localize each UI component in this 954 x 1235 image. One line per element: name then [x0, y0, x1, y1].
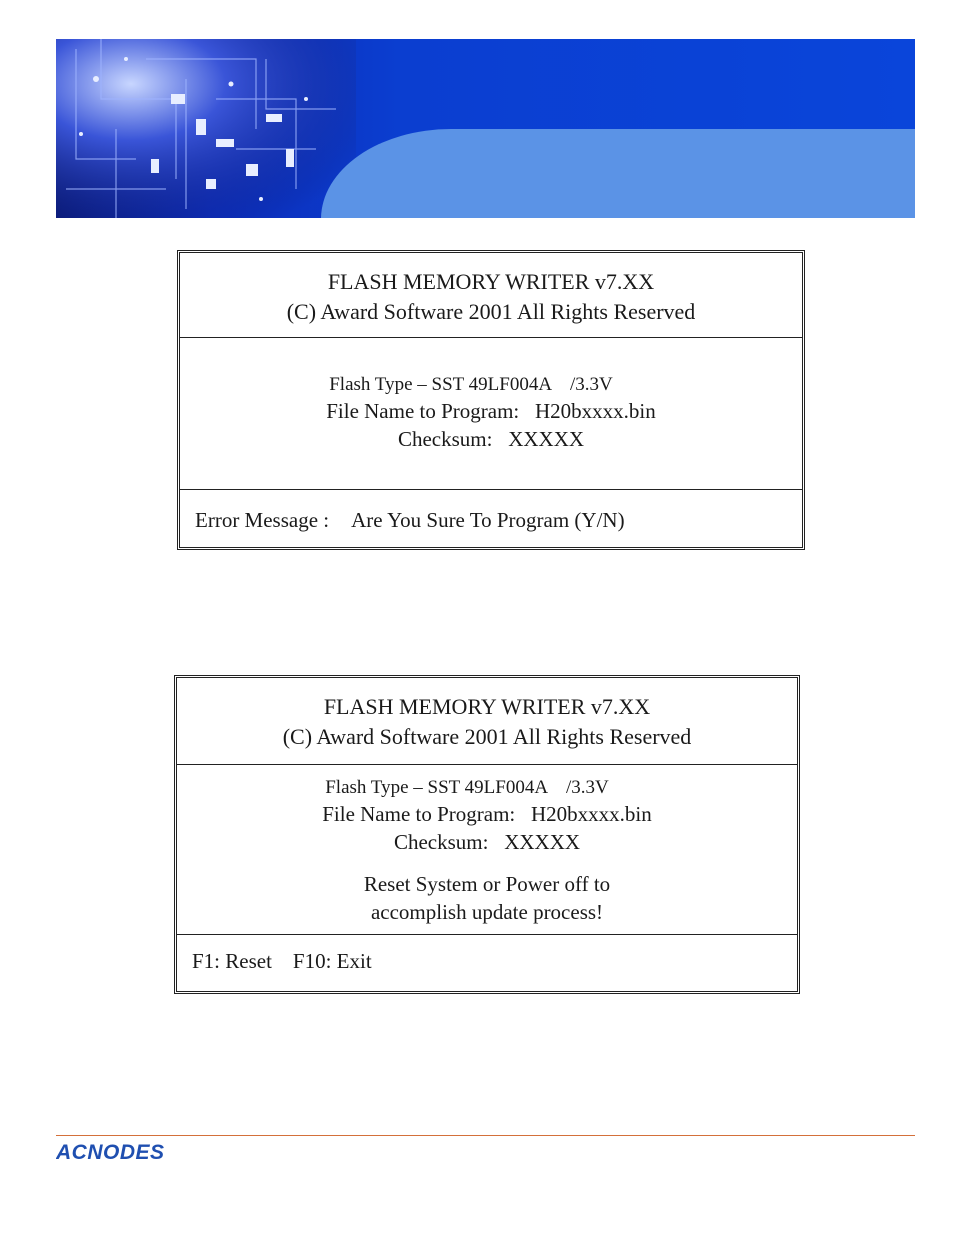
message-bar: [180, 489, 802, 547]
screen-info: [177, 764, 797, 934]
file-name-text: File Name to Program: H20bxxxx.bin: [326, 399, 656, 423]
file-name-text: File Name to Program: H20bxxxx.bin: [322, 802, 652, 826]
screen-header: [177, 692, 797, 752]
screen-header: [180, 267, 802, 327]
screen-info: [180, 337, 802, 487]
flash-writer-screen-confirm: [177, 250, 805, 550]
writer-title: FLASH MEMORY WRITER v7.XX: [327, 269, 655, 294]
copyright-text: (C) Award Software 2001 All Rights Reserved: [282, 724, 692, 749]
logo-text: ACNODES: [56, 1141, 165, 1162]
keys-bar: [177, 934, 797, 990]
flash-type-text: Flash Type – SST 49LF004A /3.3V: [329, 374, 613, 395]
function-keys-text: F1: Reset F10: Exit: [192, 949, 372, 973]
footer-rule: [56, 1135, 915, 1136]
copyright-text: (C) Award Software 2001 All Rights Reserved: [286, 299, 696, 324]
checksum-text: Checksum: XXXXX: [397, 427, 585, 451]
notice-line-1: Reset System or Power off to: [363, 872, 611, 896]
acnodes-logo: [56, 1140, 212, 1162]
flash-writer-screen-complete: [174, 675, 800, 994]
checksum-text: Checksum: XXXXX: [393, 830, 581, 854]
error-message-text: Are You Sure To Program (Y/N): [351, 508, 625, 532]
notice-line-2: accomplish update process!: [370, 900, 604, 924]
circuit-board-image: [56, 39, 356, 218]
flash-type-text: Flash Type – SST 49LF004A /3.3V: [325, 777, 609, 798]
header-banner: [56, 39, 915, 218]
banner-curve-decor: [321, 129, 915, 218]
error-message-label: Error Message :: [195, 508, 330, 532]
writer-title: FLASH MEMORY WRITER v7.XX: [323, 694, 651, 719]
